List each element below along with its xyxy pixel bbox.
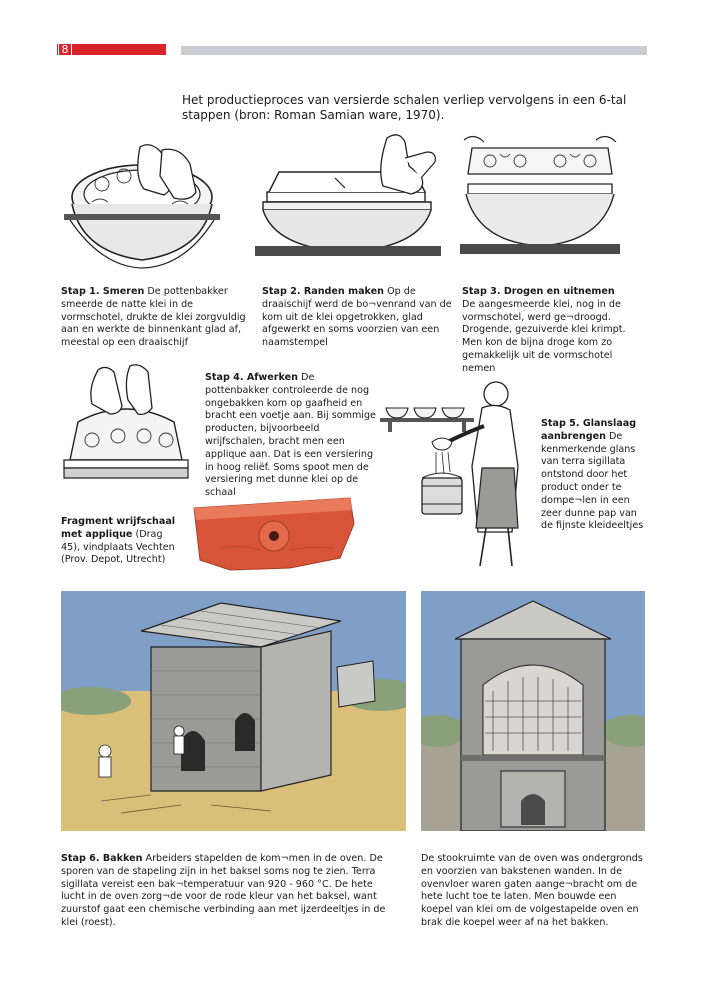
oven-caption: De stookruimte van de oven was ondergronds en voorzien van bakstenen wanden. In de ovenvloer waren gaten aange¬bracht om de hete lucht toe te laten. Men bouwde een koepel van klei om de volgestapelde oven en brak die koepel weer af na het bakken. (421, 853, 643, 928)
step1-illustration (62, 142, 222, 272)
step5-illustration (378, 378, 538, 570)
step1-caption: Stap 1. Smeren De pottenbakker smeerde de natte klei in de vormschotel, drukte de klei zorgvuldig aan en werkte de binnenkant glad af, meestal op een draaischijf (61, 286, 246, 349)
kiln-exterior-illustration (61, 591, 406, 831)
step4-illustration (58, 360, 194, 490)
kiln-section-illustration (421, 591, 645, 831)
fragment-photo (190, 488, 358, 574)
step2-caption: Stap 2. Randen maken Op de draaischijf werd de bo¬venrand van de kom uit de klei opgetrokken, glad afgewerkt en soms voorzien van een naamstempel (262, 286, 452, 349)
step5-caption: Stap 5. Glanslaag aanbrengen De kenmerkende glans van terra sigillata ontstond door het product onder te dompe¬len in een zeer dunne pap van de fijnste kleideeltjes (541, 418, 644, 532)
page-number: 8 (58, 42, 72, 56)
step3-illustration (460, 134, 620, 262)
step6-caption: Stap 6. Bakken Arbeiders stapelden de kom¬men in de oven. De sporen van de stapeling zijn in het baksel soms nog te zien. Terra sigillata vereist een bak¬temperatuur van 920 - 960 °C. De hete lucht in de oven zorg¬de voor de rode kleur van het baksel, want zuurstof gaat een chemische verbinding aan met ijzerdeeltjes in de klei (roest). (61, 853, 386, 928)
step4-caption: Stap 4. Afwerken De pottenbakker controleerde de nog ongebakken kom op gaafheid en bracht een voetje aan. Bij sommige producten, bijvoorbeeld wrijfschalen, bracht men een applique aan. Dat is een versiering in hoog reliëf. Soms spoot men de versiering met dunne klei op de schaal (205, 372, 376, 499)
page-accent-bar (57, 44, 166, 55)
intro-text: Het productieproces van versierde schalen verliep vervolgens in een 6-tal stappen (bron: Roman Samian ware, 1970). (182, 93, 627, 122)
fragment-caption: Fragment wrijfschaal met applique (Drag 45), vindplaats Vechten (Prov. Depot, Utrecht) (61, 516, 176, 566)
step2-illustration (255, 130, 445, 260)
step3-caption: Stap 3. Drogen en uitnemen De aangesmeerde klei, nog in de vormschotel, werd ge¬droogd. Drogende, gezuiverde klei krimpt. Men kon de bijna droge kom zo gemakkelijk uit de vormschotel nemen (462, 286, 626, 374)
header-bar (181, 46, 647, 55)
